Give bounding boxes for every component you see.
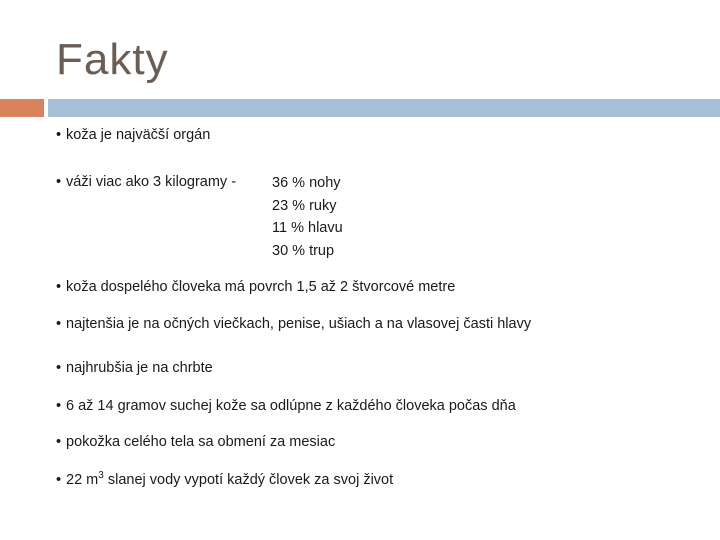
bullet-item: [56, 470, 393, 490]
slide-title: Fakty: [56, 35, 169, 84]
bullet-text: pokožka celého tela sa obmení za mesiac: [66, 434, 336, 450]
bullet-item: [56, 432, 335, 452]
bullet-item: [56, 396, 516, 416]
bullet-text-end: slanej vody vypotí každý človek za svoj život: [103, 472, 394, 488]
bullet-marker: •: [56, 434, 62, 450]
bullet-text: najtenšia je na očných viečkach, penise, ušiach a na vlasovej časti hlavy: [66, 316, 532, 332]
bullet-marker: •: [56, 360, 62, 376]
bullet-text: váži viac ako 3 kilogramy -: [66, 174, 237, 190]
bullet-text-start: 22 m: [66, 472, 99, 488]
bullet-marker: •: [56, 174, 62, 190]
weight-breakdown-list: [272, 172, 343, 262]
bullet-text: 6 až 14 gramov suchej kože sa odlúpne z každého človeka počas dňa: [66, 398, 516, 414]
accent-bar: [0, 99, 44, 117]
bullet-item: [56, 277, 455, 297]
breakdown-item: 23 % ruky: [272, 197, 337, 214]
breakdown-item: 36 % nohy: [272, 175, 341, 191]
bullet-item: [56, 358, 213, 378]
superscript-three: 3: [98, 470, 104, 482]
bullet-marker: •: [56, 398, 62, 414]
bullet-item: [56, 314, 531, 334]
title-rule-bar: [48, 99, 720, 117]
bullet-marker: •: [56, 127, 62, 143]
bullet-marker: •: [56, 279, 62, 295]
bullet-text: koža dospelého človeka má povrch 1,5 až 2 štvorcové metre: [66, 279, 456, 295]
bullet-text: koža je najväčší orgán: [66, 127, 211, 143]
bullet-text: najhrubšia je na chrbte: [66, 360, 213, 376]
breakdown-item: 30 % trup: [272, 242, 335, 259]
bullet-item: [56, 172, 236, 192]
bullet-marker: •: [56, 316, 62, 332]
bullet-marker: •: [56, 472, 62, 488]
bullet-item: [56, 125, 210, 145]
breakdown-item: 11 % hlavu: [272, 220, 343, 236]
